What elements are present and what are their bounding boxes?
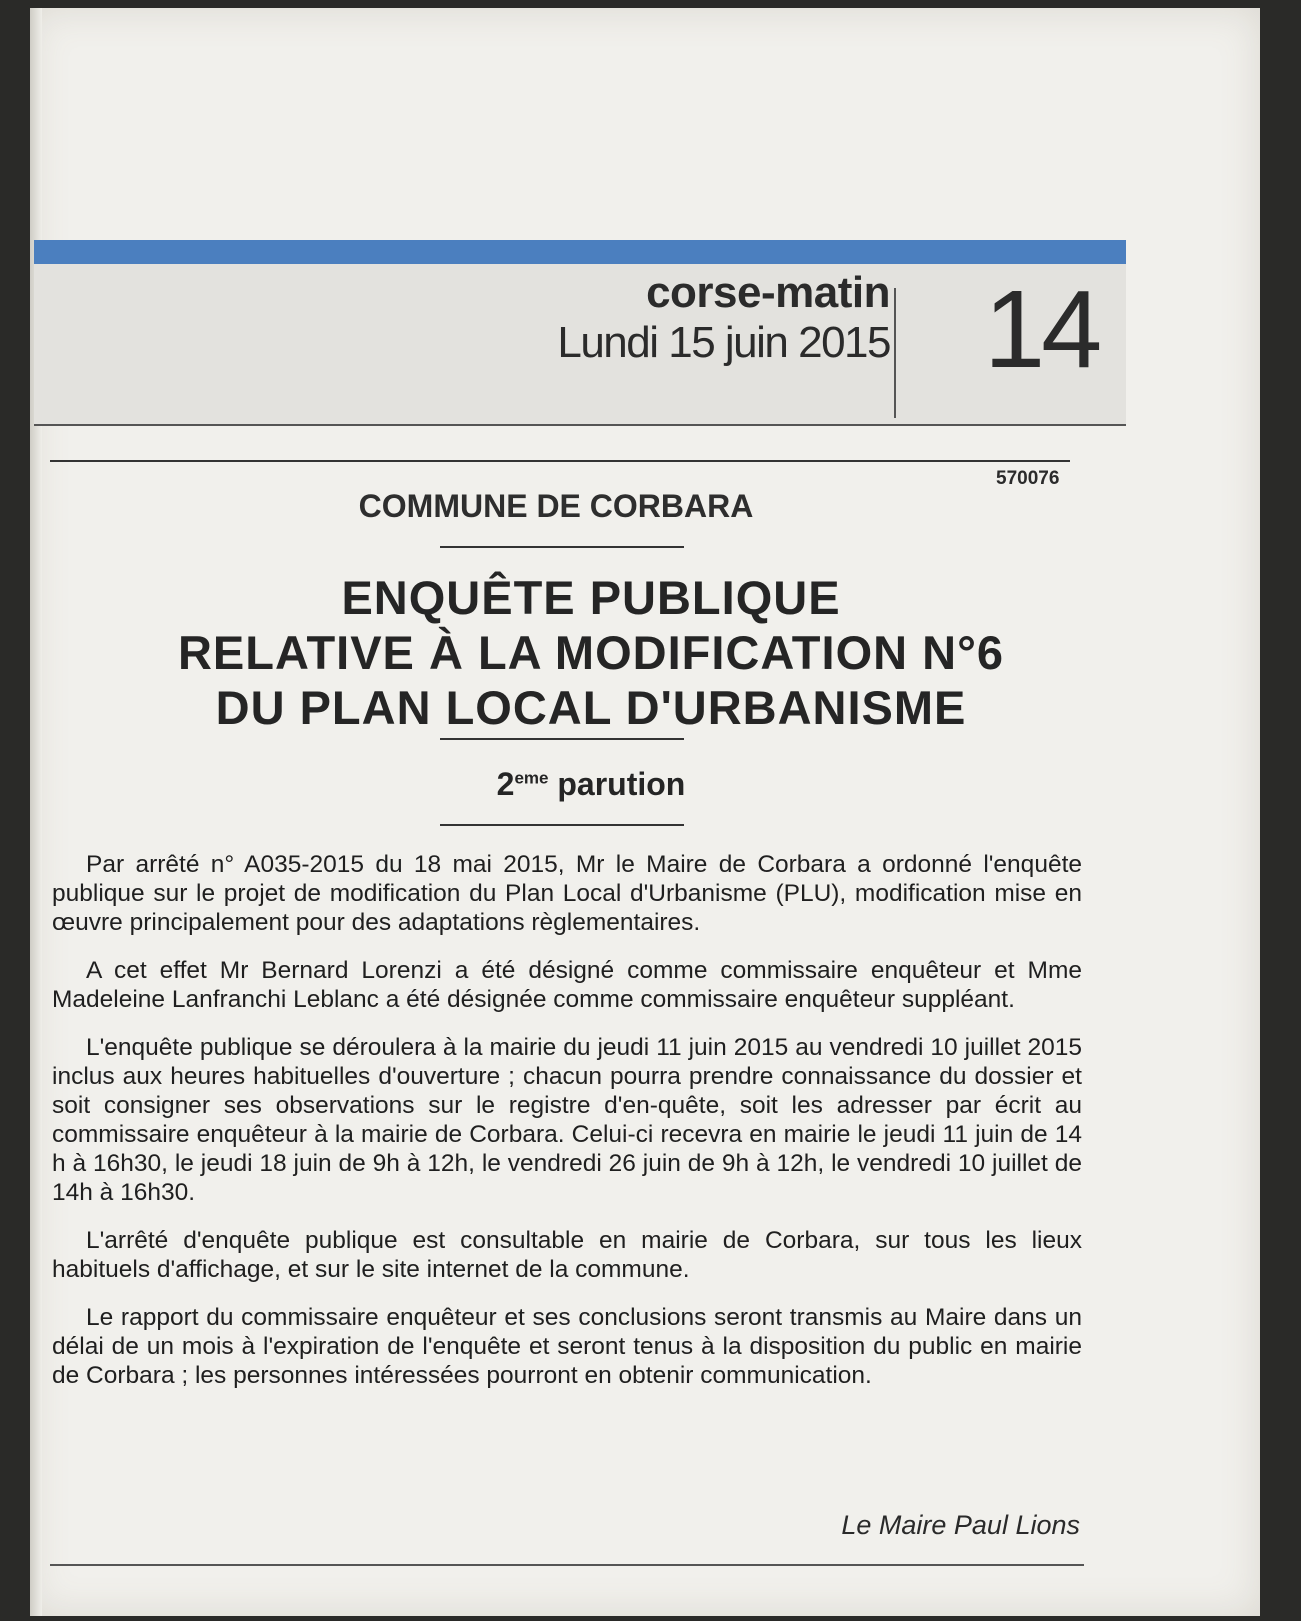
parution-number: 2 (496, 766, 515, 802)
commune-heading: COMMUNE DE CORBARA (358, 488, 754, 524)
mayor-signature: Le Maire Paul Lions (841, 1510, 1080, 1540)
newspaper-header (34, 240, 1126, 426)
body-paragraph: Par arrêté n° A035-2015 du 18 mai 2015, Mr le Maire de Corbara a ordonné l'enquête publique sur le projet de modification du Plan Local d'Urbanisme (PLU), modification mise en œuvre principalement pour des adaptations règlementaires. (52, 851, 1082, 936)
newspaper-clipping (30, 8, 1260, 1616)
heading-rule (440, 546, 684, 548)
notice-reference-number: 570076 (996, 468, 1060, 489)
body-paragraph: Le rapport du commissaire enquêteur et ses conclusions seront transmis au Maire dans un délai de un mois à l'expiration de l'enquête et seront tenus à la disposition du public en mairie de Corbara ; les personnes intéressées pourront en obtenir communication. (52, 1304, 1082, 1389)
title-line: ENQUÊTE PUBLIQUE (341, 571, 841, 624)
body-paragraph: A cet effet Mr Bernard Lorenzi a été désigné comme commissaire enquêteur et Mme Madeleine Lanfranchi Leblanc a été désignée comme commissaire enquêteur suppléant. (52, 957, 1082, 1013)
notice-bottom-rule (50, 1564, 1084, 1566)
title-line: DU PLAN LOCAL D'URBANISME (215, 681, 967, 734)
header-color-stripe (34, 240, 1126, 264)
notice-top-rule (50, 460, 1070, 462)
issue-date: Lundi 15 juin 2015 (557, 318, 890, 367)
notice-body (52, 850, 1082, 1409)
body-paragraph: L'enquête publique se déroulera à la mairie du jeudi 11 juin 2015 au vendredi 10 juillet 2015 inclus aux heures habituelles d'ouverture ; chacun pourra prendre connaissance du dossier et soit consigner ses observations sur le registre d'en-quête, soit les adresser par écrit au commissaire enquêteur à la mairie de Corbara. Celui-ci recevra en mairie le jeudi 11 juin de 14 h à 16h30, le jeudi 18 juin de 9h à 12h, le vendredi 26 juin de 9h à 12h, le vendredi 10 juillet de 14h à 16h30. (52, 1034, 1082, 1206)
parution-word: parution (548, 766, 686, 802)
header-divider (894, 288, 896, 418)
parution-rule (440, 824, 684, 826)
newspaper-name: corse-matin (646, 268, 890, 317)
title-line: RELATIVE À LA MODIFICATION N°6 (177, 626, 1005, 679)
page-number: 14 (984, 268, 1099, 391)
title-rule (440, 738, 684, 740)
parution-suffix: eme (514, 768, 549, 788)
parution-label (46, 766, 1136, 803)
body-paragraph: L'arrêté d'enquête publique est consultable en mairie de Corbara, sur tous les lieux habituels d'affichage, et sur le site internet de la commune. (52, 1227, 1082, 1283)
notice-title (46, 570, 1136, 735)
